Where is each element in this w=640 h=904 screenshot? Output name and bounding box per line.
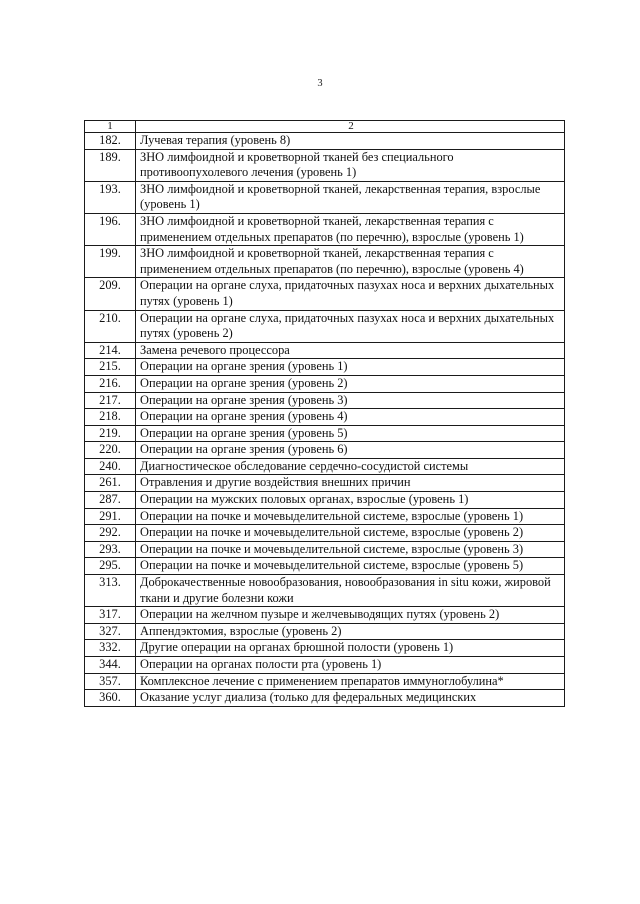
row-code: 357.: [85, 673, 136, 690]
row-code: 332.: [85, 640, 136, 657]
row-code: 292.: [85, 525, 136, 542]
table-row: [85, 458, 565, 475]
header-col-2: 2: [136, 121, 565, 133]
row-code: 360.: [85, 690, 136, 707]
table-row: [85, 442, 565, 459]
row-description: Операции на органе зрения (уровень 3): [136, 392, 565, 409]
row-description: Лучевая терапия (уровень 8): [136, 133, 565, 150]
row-code: 214.: [85, 342, 136, 359]
row-code: 209.: [85, 278, 136, 310]
table-row: [85, 640, 565, 657]
row-description: Операции на органе зрения (уровень 6): [136, 442, 565, 459]
table-row: [85, 475, 565, 492]
table-row: [85, 310, 565, 342]
row-code: 240.: [85, 458, 136, 475]
row-description: Операции на почке и мочевыделительной системе, взрослые (уровень 1): [136, 508, 565, 525]
row-description: Операции на органе зрения (уровень 1): [136, 359, 565, 376]
row-description: Комплексное лечение с применением препаратов иммуноглобулина*: [136, 673, 565, 690]
table-row: [85, 133, 565, 150]
table-row: [85, 657, 565, 674]
row-description: Операции на мужских половых органах, взрослые (уровень 1): [136, 492, 565, 509]
row-code: 344.: [85, 657, 136, 674]
table-row: [85, 525, 565, 542]
row-description: Операции на органе зрения (уровень 5): [136, 425, 565, 442]
row-description: Оказание услуг диализа (только для федеральных медицинских: [136, 690, 565, 707]
row-description: Замена речевого процессора: [136, 342, 565, 359]
row-code: 182.: [85, 133, 136, 150]
row-description: Доброкачественные новообразования, новообразования in situ кожи, жировой ткани и другие болезни кожи: [136, 575, 565, 607]
table-row: [85, 359, 565, 376]
row-code: 313.: [85, 575, 136, 607]
row-code: 196.: [85, 213, 136, 245]
table-row: [85, 541, 565, 558]
header-col-1: 1: [85, 121, 136, 133]
row-description: ЗНО лимфоидной и кроветворной тканей, лекарственная терапия с применением отдельных препаратов (по перечню), взрослые (уровень 4): [136, 246, 565, 278]
row-description: Операции на почке и мочевыделительной системе, взрослые (уровень 3): [136, 541, 565, 558]
table-row: [85, 392, 565, 409]
row-code: 287.: [85, 492, 136, 509]
table-row: [85, 607, 565, 624]
row-code: 327.: [85, 623, 136, 640]
table-row: [85, 492, 565, 509]
row-description: ЗНО лимфоидной и кроветворной тканей, лекарственная терапия, взрослые (уровень 1): [136, 181, 565, 213]
table-row: [85, 425, 565, 442]
row-description: Другие операции на органах брюшной полости (уровень 1): [136, 640, 565, 657]
row-description: Операции на органе зрения (уровень 2): [136, 375, 565, 392]
row-description: ЗНО лимфоидной и кроветворной тканей без специального противоопухолевого лечения (уровень 1): [136, 149, 565, 181]
row-code: 218.: [85, 409, 136, 426]
row-code: 295.: [85, 558, 136, 575]
table-row: [85, 558, 565, 575]
table-row: [85, 278, 565, 310]
table-row: [85, 508, 565, 525]
row-code: 210.: [85, 310, 136, 342]
row-description: Операции на почке и мочевыделительной системе, взрослые (уровень 2): [136, 525, 565, 542]
row-description: ЗНО лимфоидной и кроветворной тканей, лекарственная терапия с применением отдельных препаратов (по перечню), взрослые (уровень 1): [136, 213, 565, 245]
row-code: 216.: [85, 375, 136, 392]
row-code: 217.: [85, 392, 136, 409]
table-row: [85, 375, 565, 392]
row-code: 199.: [85, 246, 136, 278]
row-description: Операции на желчном пузыре и желчевыводящих путях (уровень 2): [136, 607, 565, 624]
table-row: [85, 673, 565, 690]
table-header-row: [85, 121, 565, 133]
row-code: 220.: [85, 442, 136, 459]
row-code: 293.: [85, 541, 136, 558]
row-code: 317.: [85, 607, 136, 624]
table-row: [85, 246, 565, 278]
row-description: Операции на органе зрения (уровень 4): [136, 409, 565, 426]
services-table: [84, 120, 565, 707]
table-row: [85, 575, 565, 607]
row-description: Отравления и другие воздействия внешних причин: [136, 475, 565, 492]
row-code: 261.: [85, 475, 136, 492]
table-row: [85, 213, 565, 245]
row-code: 215.: [85, 359, 136, 376]
table-row: [85, 623, 565, 640]
row-description: Операции на органе слуха, придаточных пазухах носа и верхних дыхательных путях (уровень 1): [136, 278, 565, 310]
page-number: 3: [317, 78, 323, 89]
table-row: [85, 409, 565, 426]
row-code: 189.: [85, 149, 136, 181]
row-description: Операции на органах полости рта (уровень 1): [136, 657, 565, 674]
row-code: 219.: [85, 425, 136, 442]
row-code: 193.: [85, 181, 136, 213]
table-row: [85, 181, 565, 213]
row-description: Операции на почке и мочевыделительной системе, взрослые (уровень 5): [136, 558, 565, 575]
row-description: Аппендэктомия, взрослые (уровень 2): [136, 623, 565, 640]
table-row: [85, 690, 565, 707]
row-description: Операции на органе слуха, придаточных пазухах носа и верхних дыхательных путях (уровень 2): [136, 310, 565, 342]
row-code: 291.: [85, 508, 136, 525]
table-row: [85, 149, 565, 181]
table-row: [85, 342, 565, 359]
row-description: Диагностическое обследование сердечно-сосудистой системы: [136, 458, 565, 475]
